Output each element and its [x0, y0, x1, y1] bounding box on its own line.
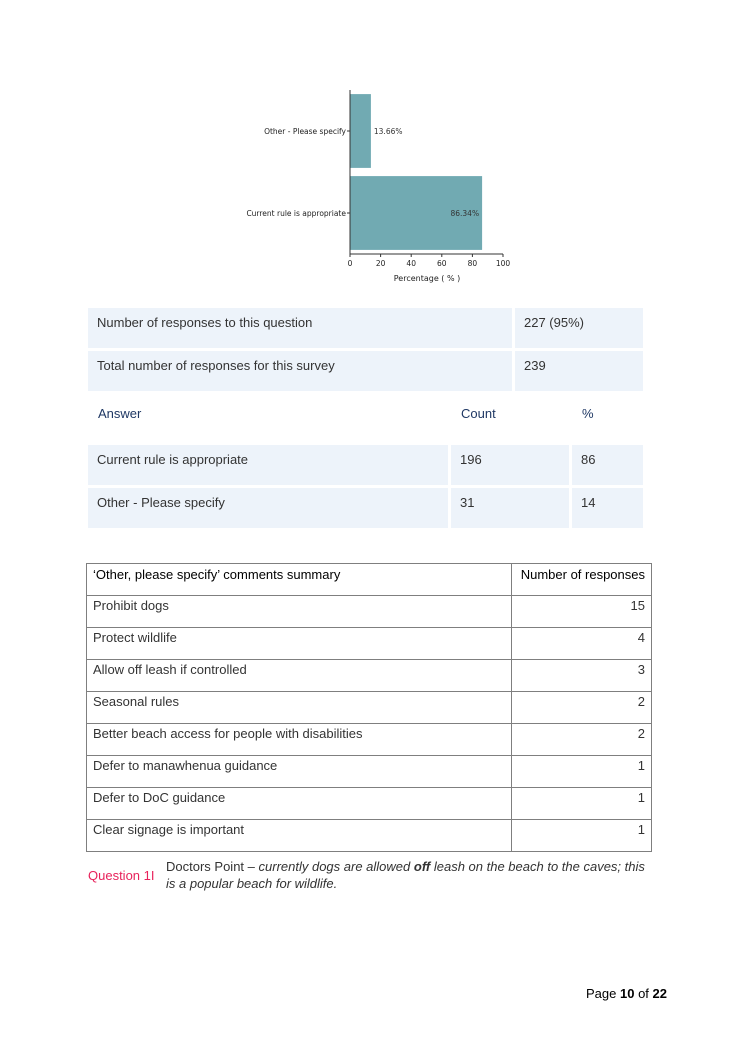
- data-label: 86.34%: [450, 209, 480, 218]
- comment-label: Better beach access for people with disabilities: [87, 724, 512, 756]
- comment-row: [87, 820, 652, 852]
- answer-row: [88, 445, 643, 485]
- comments-header-row: [87, 564, 652, 596]
- total-value: 239: [515, 351, 643, 391]
- page-prefix: Page: [586, 986, 620, 1001]
- comments-header-label: ‘Other, please specify’ comments summary: [87, 564, 512, 596]
- comment-count: 1: [512, 756, 652, 788]
- question-number: Question 1I: [88, 868, 155, 883]
- comment-count: 15: [512, 596, 652, 628]
- comment-row: [87, 660, 652, 692]
- comments-summary-table: [86, 563, 652, 852]
- x-tick-label: 40: [406, 259, 416, 268]
- responses-value: 227 (95%): [515, 308, 643, 348]
- x-tick-label: 20: [375, 259, 386, 268]
- total-row: [88, 351, 643, 391]
- count-header: Count: [461, 406, 496, 421]
- page-total: 22: [652, 986, 667, 1001]
- answer-label: Current rule is appropriate: [88, 445, 448, 485]
- answer-header-row: [88, 394, 643, 434]
- x-tick-label: 60: [437, 259, 447, 268]
- answer-row: [88, 488, 643, 528]
- question-text: [166, 858, 646, 892]
- bar: [350, 94, 371, 168]
- comment-count: 2: [512, 692, 652, 724]
- total-label: Total number of responses for this survey: [88, 351, 512, 391]
- comment-row: [87, 692, 652, 724]
- answer-header: Answer: [98, 406, 142, 421]
- comment-count: 4: [512, 628, 652, 660]
- comment-count: 3: [512, 660, 652, 692]
- comment-row: [87, 628, 652, 660]
- question-text-a: currently dogs are allowed: [258, 859, 414, 874]
- x-tick-label: 80: [467, 259, 478, 268]
- comment-label: Clear signage is important: [87, 820, 512, 852]
- responses-label: Number of responses to this question: [88, 308, 512, 348]
- comment-count: 1: [512, 820, 652, 852]
- data-label: 13.66%: [373, 127, 403, 136]
- percent-header: %: [582, 406, 594, 421]
- comment-label: Allow off leash if controlled: [87, 660, 512, 692]
- comment-label: Protect wildlife: [87, 628, 512, 660]
- question-dash: –: [244, 859, 259, 874]
- question-emphasis: off: [413, 859, 431, 874]
- answer-label: Other - Please specify: [88, 488, 448, 528]
- comment-row: [87, 756, 652, 788]
- comment-row: [87, 724, 652, 756]
- comment-row: [87, 788, 652, 820]
- page-current: 10: [619, 986, 635, 1001]
- answer-percent: 86: [572, 445, 643, 485]
- page-number: [586, 986, 667, 1001]
- comment-label: Defer to DoC guidance: [87, 788, 512, 820]
- x-axis-label: Percentage ( % ): [393, 274, 461, 283]
- percentage-bar-chart: [230, 82, 530, 288]
- x-tick-label: 100: [495, 259, 511, 268]
- comment-count: 2: [512, 724, 652, 756]
- question-place: Doctors Point: [166, 859, 245, 874]
- comment-row: [87, 596, 652, 628]
- comments-header-count: Number of responses: [512, 564, 652, 596]
- comment-count: 1: [512, 788, 652, 820]
- answer-percent: 14: [572, 488, 643, 528]
- page-of: of: [634, 986, 653, 1001]
- category-label: Current rule is appropriate: [246, 209, 346, 218]
- answer-count: 196: [451, 445, 569, 485]
- responses-row: [88, 308, 643, 348]
- question-text-b: leash on the beach to the caves; this is a popular beach for wildlife.: [166, 859, 645, 891]
- category-label: Other - Please specify: [264, 127, 346, 136]
- comment-label: Defer to manawhenua guidance: [87, 756, 512, 788]
- comment-label: Seasonal rules: [87, 692, 512, 724]
- comment-label: Prohibit dogs: [87, 596, 512, 628]
- x-tick-label: 0: [347, 259, 353, 268]
- answer-count: 31: [451, 488, 569, 528]
